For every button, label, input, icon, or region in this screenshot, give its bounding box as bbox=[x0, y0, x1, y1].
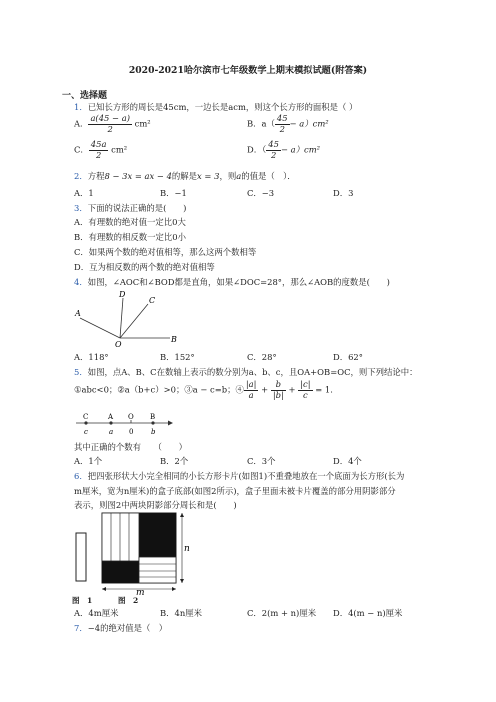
q5-frac-2: $\frac{b}{|b|}$ bbox=[272, 379, 284, 400]
axis-label-c-lower: c bbox=[84, 428, 88, 436]
q3-option-c[interactable]: C．如果两个数的绝对值相等，那么这两个数相等 bbox=[74, 247, 257, 257]
q2-option-d[interactable]: D．3 bbox=[333, 188, 354, 198]
question-6-line-3: 表示，则图2中两块阴影部分周长和是( ) bbox=[74, 500, 237, 510]
question-4-stem: 4．如图，∠AOC和∠BOD都是直角，如果∠DOC=28°，那么∠AOB的度数是( ) bbox=[74, 277, 390, 287]
q6-option-d[interactable]: D．4(m − n)厘米 bbox=[333, 608, 403, 618]
question-3-stem: 3．下面的说法正确的是( ) bbox=[74, 203, 187, 213]
document-title: 2020-2021哈尔滨市七年级数学上期末模拟试题(附答案) bbox=[128, 65, 368, 76]
q5-frac-3: $\frac{|c|}{c}$ bbox=[300, 379, 311, 400]
q4-label-d: D bbox=[119, 290, 126, 299]
q4-label-a: A bbox=[75, 309, 81, 318]
q4-angle-figure bbox=[74, 290, 184, 348]
q6-figure-2-caption: 图 2 bbox=[118, 596, 139, 605]
q1-c-fraction: $\frac{45a}{2}$ bbox=[90, 139, 107, 160]
q5-ask: 其中正确的个数有 （ ） bbox=[74, 442, 188, 452]
q3-option-b[interactable]: B．有理数的相反数一定比0小 bbox=[74, 232, 186, 242]
q4-option-b[interactable]: B．152° bbox=[160, 352, 195, 362]
question-2-stem: 2．方程8 − 3x = ax − 4的解是x = 3，则a的值是（ ）． bbox=[74, 171, 296, 181]
axis-label-b-upper: B bbox=[150, 413, 156, 421]
q5-option-b[interactable]: B．2个 bbox=[160, 456, 189, 466]
q3-option-a[interactable]: A．有理数的绝对值一定比0大 bbox=[74, 217, 186, 227]
q5-frac-1: $\frac{|a|}{a}$ bbox=[245, 379, 257, 400]
question-6-line-2: m厘米，宽为n厘米)的盒子底部(如图2所示)，盒子里面未被卡片覆盖的部分用阴影部分 bbox=[74, 486, 396, 496]
question-6-line-1: 6．把四张形状大小完全相同的小长方形卡片(如图1)不重叠地放在一个底面为长方形(长为 bbox=[74, 471, 405, 481]
section-heading: 一、选择题 bbox=[62, 91, 108, 101]
q6-dimension-m: m bbox=[136, 588, 145, 597]
axis-label-a-upper: A bbox=[108, 413, 114, 421]
axis-label-a-lower: a bbox=[109, 428, 114, 436]
q4-option-d[interactable]: D．62° bbox=[333, 352, 363, 362]
q6-dimension-n: n bbox=[184, 544, 190, 554]
q6-figures bbox=[72, 511, 202, 597]
q2-option-c[interactable]: C．−3 bbox=[247, 188, 275, 198]
q1-option-b[interactable]: B．a（ $\frac{45}{2}$ − a）cm² bbox=[247, 113, 329, 134]
axis-label-b-lower: b bbox=[151, 428, 156, 436]
q4-option-c[interactable]: C．28° bbox=[247, 352, 277, 362]
question-5-stem: 5．如图，点A、B、C在数轴上表示的数分别为a、b、c，且OA+OB=OC，则下列结论中： bbox=[74, 367, 418, 377]
question-1-stem: 1．已知长方形的周长是45cm，一边长是acm，则这个长方形的面积是（ ） bbox=[74, 102, 358, 112]
q5-number-line bbox=[74, 411, 174, 437]
q4-label-b: B bbox=[171, 335, 177, 344]
q6-option-a[interactable]: A．4m厘米 bbox=[74, 608, 119, 618]
question-7-stem: 7．−4的绝对值是（ ） bbox=[74, 623, 168, 633]
q2-option-a[interactable]: A．1 bbox=[74, 188, 94, 198]
axis-label-0-lower: 0 bbox=[129, 428, 134, 436]
axis-label-c-upper: C bbox=[83, 413, 89, 421]
q3-option-d[interactable]: D．互为相反数的两个数的绝对值相等 bbox=[74, 262, 215, 272]
q1-option-c[interactable]: C． $\frac{45a}{2}$ cm² bbox=[74, 139, 128, 160]
q1-b-fraction: $\frac{45}{2}$ bbox=[276, 113, 288, 134]
q4-label-o: O bbox=[115, 340, 122, 348]
q5-option-d[interactable]: D．4个 bbox=[333, 456, 362, 466]
axis-label-o-upper: O bbox=[128, 413, 134, 421]
q1-a-fraction: $\frac{a(45 - a)}{2}$ bbox=[90, 113, 130, 134]
q6-option-b[interactable]: B．4n厘米 bbox=[160, 608, 203, 618]
q6-option-c[interactable]: C．2(m + n)厘米 bbox=[247, 608, 317, 618]
q1-option-a[interactable]: A． $\frac{a(45 - a)}{2}$ cm² bbox=[74, 113, 151, 134]
q6-figure-1-caption: 图 1 bbox=[72, 596, 93, 605]
q1-d-fraction: $\frac{45}{2}$ bbox=[268, 139, 279, 160]
q2-option-b[interactable]: B．−1 bbox=[160, 188, 187, 198]
q5-option-c[interactable]: C．3个 bbox=[247, 456, 276, 466]
q5-conditions: ①abc<0；②a（b+c）>0；③a − c=b；④ $\frac{|a|}{a}$ + $\frac{b}{|b|}$ + $\frac{|c|}{c}$ = 1． bbox=[74, 379, 339, 400]
q4-label-c: C bbox=[149, 296, 156, 305]
q5-option-a[interactable]: A．1个 bbox=[74, 456, 103, 466]
q1-option-d[interactable]: D．（ $\frac{45}{2}$ − a）cm² bbox=[247, 139, 320, 160]
q4-option-a[interactable]: A．118° bbox=[74, 352, 109, 362]
